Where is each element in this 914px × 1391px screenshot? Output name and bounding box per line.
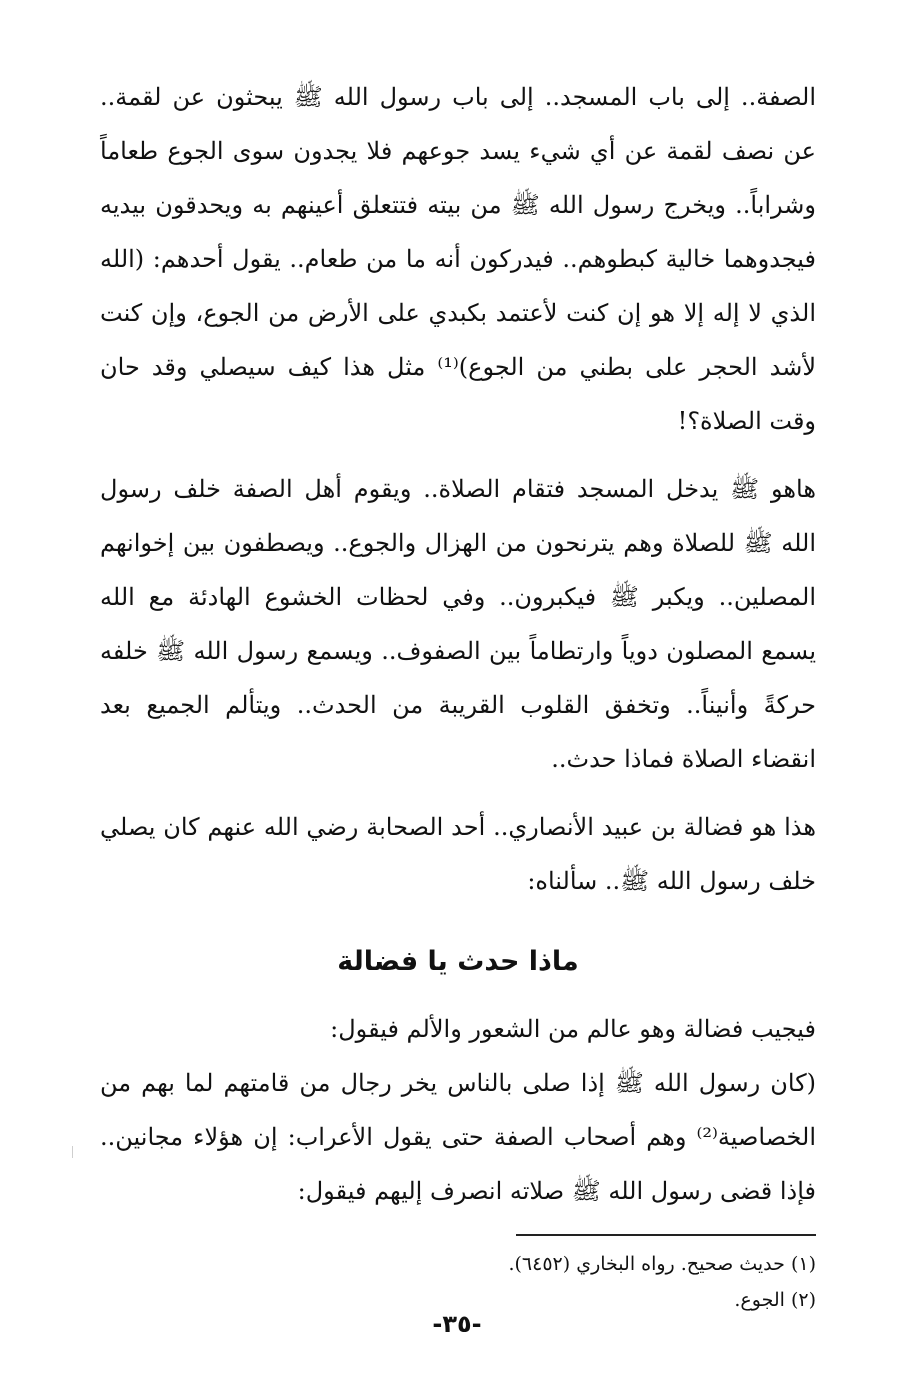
footnote-divider (516, 1234, 816, 1236)
section-heading: ماذا حدث يا فضالة (337, 946, 579, 977)
paragraph-1: الصفة.. إلى باب المسجد.. إلى باب رسول الله ﷺ يبحثون عن لقمة.. عن نصف لقمة عن أي شيء يسد جوعهم فلا يجدون سوى الجوع طعاماً وشراباً.. ويخرج رسول الله ﷺ من بيته فتتعلق أعينهم به ويحدقون بيديه فيجدوهما خالية كبطوهم.. فيدركون أنه ما من طعام.. يقول أحدهم: (الله الذي لا إله إلا هو إن كنت لأعتمد بكبدي على الأرض من الجوع، وإن كنت لأشد الحجر على بطني من الجوع)⁽¹⁾ مثل هذا كيف سيصلي وقد حان وقت الصلاة؟! (100, 83, 817, 435)
footnote-1: (١) حديث صحيح. رواه البخاري (٦٤٥٢). (508, 1253, 816, 1275)
scan-margin-mark (72, 1146, 73, 1158)
paragraph-5: (كان رسول الله ﷺ إذا صلى بالناس يخر رجال من قامتهم لما بهم من الخصاصية⁽²⁾ وهم أصحاب الصفة حتى يقول الأعراب: إن هؤلاء مجانين.. فإذا قضى رسول الله ﷺ صلاته انصرف إليهم فيقول: (100, 1069, 816, 1205)
paragraph-3: هذا هو فضالة بن عبيد الأنصاري.. أحد الصحابة رضي الله عنهم كان يصلي خلف رسول الله ﷺ.. سألناه: (100, 813, 816, 895)
footnote-2: (٢) الجوع. (734, 1289, 816, 1311)
paragraph-4: فيجيب فضالة وهو عالم من الشعور والألم فيقول: (330, 1015, 816, 1043)
paragraph-2: هاهو ﷺ يدخل المسجد فتقام الصلاة.. ويقوم أهل الصفة خلف رسول الله ﷺ للصلاة وهم يترنحون من الهزال والجوع.. ويصطفون بين إخوانهم المصلين.. ويكبر ﷺ فيكبرون.. وفي لحظات الخشوع الهادئة مع الله يسمع المصلون دوياً وارتطاماً بين الصفوف.. ويسمع رسول الله ﷺ خلفه حركةً وأنيناً.. وتخفق القلوب القريبة من الحدث.. ويتألم الجميع بعد انقضاء الصلاة فماذا حدث.. (100, 475, 816, 773)
page-number: -٣٥- (432, 1310, 482, 1338)
book-page (100, 70, 816, 1318)
